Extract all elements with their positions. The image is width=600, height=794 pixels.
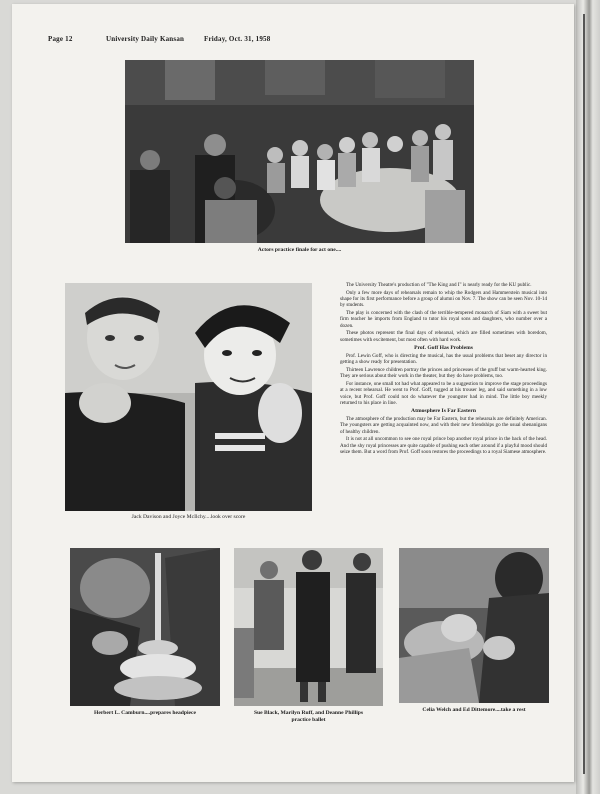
page-edge-line bbox=[583, 14, 585, 774]
adjacent-page-edge bbox=[576, 0, 600, 794]
article-paragraph: These photos represent the final days of rehearsal, which are filled sometimes with boredom, sometimes with excitement, but most often with hard work. bbox=[340, 330, 547, 343]
article-paragraph: Only a few more days of rehearsals remain to whip the Rodgers and Hammerstein musical into shape for its first performance before a group of alumni on Nov. 7. The show can be seen Nov. 10-14 by students. bbox=[340, 289, 547, 309]
caption-ballet-line1: Sue Black, Marilyn Ruff, and Deanne Phillips bbox=[253, 710, 364, 716]
article-paragraph: The University Theatre's production of "The King and I" is nearly ready for the KU public. bbox=[346, 282, 532, 288]
article-paragraph: Thirteen Lawrence children portray the princes and princesses of the gruff but warm-hearted king. They are serious about their work in the theater, but they do have problems, too. bbox=[340, 366, 547, 380]
caption-davison-mcilchy: Jack Davison and Joyce McIlchy....look over score bbox=[131, 514, 246, 520]
photo-actors-finale bbox=[125, 60, 474, 243]
photo-davison-mcilchy bbox=[65, 283, 312, 511]
article-paragraph: It is not at all uncommon to see one royal prince bop another royal prince in the back of the head. And the shy royal princesses are quite capable of pushing each other around if a playful mood should seize them. But a word from Prof. Goff soon restores the proceedings to a royal Siamese atmosphere. bbox=[340, 436, 547, 456]
caption-ballet-line2: practice ballet bbox=[291, 717, 326, 723]
article-subhead: Atmosphere Is Far Eastern bbox=[411, 408, 476, 415]
photo-welch-dittemore bbox=[399, 548, 549, 703]
page-number: Page 12 bbox=[48, 35, 73, 43]
article-paragraph: The play is concerned with the clash of the terrible-tempered monarch of Siam with a sweet but firm teacher he imports from England to tutor his royal sons and daughters, who number over a dozen. bbox=[340, 310, 547, 329]
issue-date: Friday, Oct. 31, 1958 bbox=[204, 35, 271, 43]
publication-name: University Daily Kansan bbox=[106, 35, 185, 43]
caption-welch-dittemore: Celia Welch and Ed Dittemore....take a rest bbox=[422, 707, 526, 713]
photo-camburn-headpiece bbox=[70, 548, 220, 706]
caption-camburn-headpiece: Herbert L. Camburn....prepares headpiece bbox=[93, 710, 197, 716]
page-header bbox=[48, 35, 528, 45]
article-body bbox=[340, 282, 547, 457]
article-paragraph: For instance, one small tot had what appeared to be a suggestion to improve the stage proceedings at a recent rehearsal. He went to Prof. Goff, tugged at his trouser leg, and said something in a low voice, but Prof. Goff could not do whatever the youngster had in mind. The little boy meekly returned to his place in line. bbox=[340, 380, 547, 407]
article-paragraph: Prof. Lewin Goff, who is directing the musical, has the usual problems that beset any director in getting a show ready for presentation. bbox=[340, 352, 547, 366]
photo-ballet-practice bbox=[234, 548, 383, 706]
article-paragraph: The atmosphere of the production may be Far Eastern, but the rehearsals are definitely American. The youngsters are getting acquainted now, and with their new friendships go the usual shenanigans of healthy children. bbox=[340, 416, 547, 435]
article-subhead: Prof. Goff Has Problems bbox=[414, 345, 473, 352]
caption-actors-finale: Actors practice finale for act one.... bbox=[257, 247, 342, 253]
